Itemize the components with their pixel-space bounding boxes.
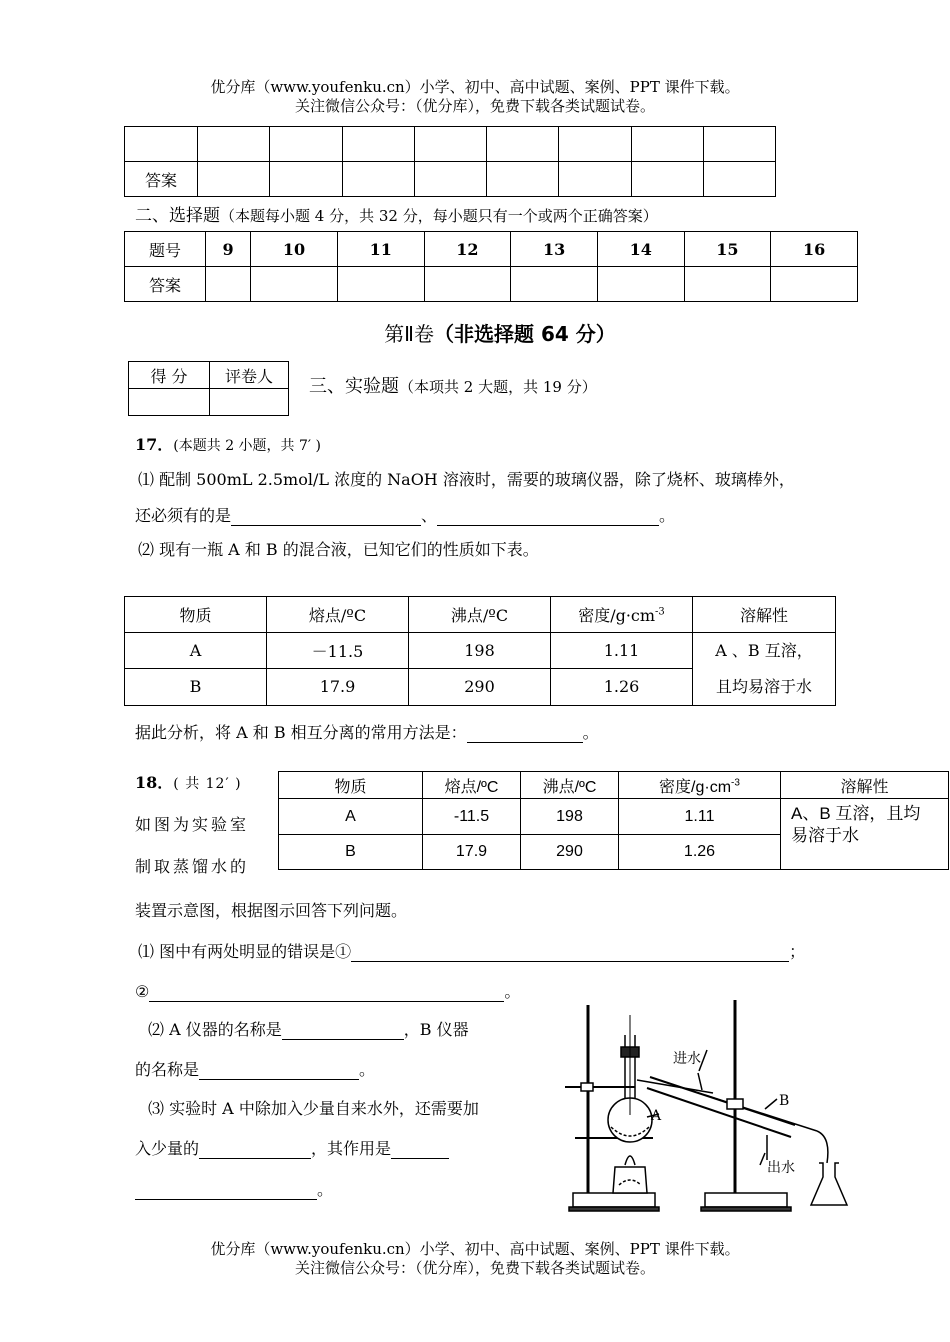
circled-2: ② (135, 982, 150, 1001)
question-number: 16 (771, 232, 858, 267)
solubility-cell (693, 633, 836, 706)
condenser-outer-bottom (647, 1088, 791, 1137)
answer-blank[interactable] (231, 507, 421, 526)
answer-cell[interactable] (414, 162, 486, 197)
right-stand-foot (701, 1207, 791, 1211)
section3-title: 三、实验题 (309, 376, 399, 397)
col-header: 溶解性 (781, 772, 949, 799)
answer-cell[interactable] (771, 267, 858, 302)
section3-heading (309, 372, 597, 398)
footer-line-2: 关注微信公众号：（优分库），免费下载各类试题试卷。 (294, 1259, 655, 1277)
answer-blank[interactable] (135, 1181, 317, 1200)
clamp-boss (581, 1083, 593, 1091)
q18-heading (135, 773, 242, 794)
semicolon: ； (789, 942, 806, 961)
solubility-line-1: A 、B 互溶， (715, 641, 813, 660)
q18-intro-2: 制取蒸馏水的 (135, 857, 250, 876)
answer-cell[interactable] (342, 162, 414, 197)
answer-blank[interactable] (391, 1140, 449, 1159)
q18-part3-line2 (135, 1139, 449, 1159)
q18-part2b-prefix: 的名称是 (135, 1060, 200, 1079)
volume2-title-post: （非选择题 64 分） (434, 322, 616, 346)
score-label: 得 分 (129, 362, 210, 389)
col-header-density (619, 772, 781, 799)
water-inlet (698, 1073, 702, 1090)
col-header: 沸点/ºC (409, 597, 551, 633)
q18-part3: ⑶ 实验时 A 中除加入少量自来水外，还需要加 (148, 1099, 479, 1118)
answer-grid-1 (124, 126, 776, 197)
question-number: 9 (206, 232, 251, 267)
section2-note: （本题每小题 4 分，共 32 分，每小题只有一个或两个正确答案） (220, 207, 658, 225)
grader-cell[interactable] (210, 389, 289, 416)
footer-line-1: 优分库（www.youfenku.cn）小学、初中、高中试题、案例、PPT 课件下载。 (210, 1240, 740, 1258)
volume2-title (0, 318, 950, 347)
cell: 290 (409, 668, 551, 705)
cell: A (279, 799, 423, 835)
section2-title: 二、选择题 (135, 206, 220, 226)
q18-property-table (278, 771, 949, 870)
answer-blank[interactable] (199, 1140, 311, 1159)
label-b-leader (765, 1099, 777, 1109)
answer-cell[interactable] (487, 162, 559, 197)
distillation-apparatus-diagram (555, 995, 865, 1217)
label-a: A (651, 1108, 662, 1124)
q18-intro-1: 如图为实验室 (135, 815, 250, 834)
question-number: 11 (337, 232, 424, 267)
outlet-arrow (760, 1153, 765, 1165)
answer-blank[interactable] (351, 943, 789, 962)
period: 。 (359, 1060, 376, 1079)
question-number: 15 (684, 232, 771, 267)
q17-part1-line2 (135, 506, 675, 526)
question-number: 14 (597, 232, 684, 267)
q18-part2-line2 (135, 1060, 375, 1080)
q18-part1-prefix: ⑴ 图中有两处明显的错误是① (138, 942, 352, 961)
col-header: 沸点/ºC (521, 772, 619, 799)
period: 。 (659, 506, 676, 525)
separator: 、 (421, 506, 438, 525)
condenser-clamp (727, 1099, 743, 1109)
answer-cell[interactable] (511, 267, 598, 302)
solubility-cell (781, 799, 949, 870)
q17-analysis (135, 723, 599, 743)
apparatus-drawing (565, 1000, 847, 1211)
cell: 1.26 (551, 668, 693, 705)
answer-cell[interactable] (198, 162, 270, 197)
grader-label: 评卷人 (210, 362, 289, 389)
q17-part1-prefix: 还必须有的是 (135, 506, 232, 525)
cell: A (125, 633, 267, 669)
q17-note: (本题共 2 小题，共 7′ ) (173, 438, 321, 454)
q18-note: ( 共 12′ ) (173, 776, 242, 792)
period: 。 (504, 982, 521, 1001)
cell: 1.26 (619, 835, 781, 870)
answer-grid-2 (124, 231, 858, 302)
cell: 1.11 (551, 633, 693, 669)
answer-blank[interactable] (467, 724, 583, 743)
solubility-line-1: A、B 互溶，且均 (791, 804, 921, 823)
water-in-label: 进水 (673, 1051, 701, 1067)
cell: 17.9 (267, 668, 409, 705)
right-stand-base (705, 1193, 787, 1207)
answer-cell[interactable] (206, 267, 251, 302)
col-header: 熔点/ºC (423, 772, 521, 799)
answer-cell[interactable] (270, 162, 342, 197)
col-header: 溶解性 (693, 597, 836, 633)
answer-cell[interactable] (251, 267, 338, 302)
density-label: 密度/g·cm (659, 778, 732, 796)
answer-blank[interactable] (199, 1061, 359, 1080)
label-b: B (779, 1093, 790, 1109)
q17-part1: ⑴ 配制 500mL 2.5mol/L 浓度的 NaOH 溶液时，需要的玻璃仪器，除了烧杯、玻璃棒外， (138, 470, 795, 489)
answer-cell[interactable] (684, 267, 771, 302)
answer-blank[interactable] (282, 1021, 404, 1040)
period: 。 (582, 723, 599, 742)
answer-label: 答案 (125, 267, 206, 302)
density-exponent: -3 (655, 606, 665, 618)
cell: B (279, 835, 423, 870)
cell: 290 (521, 835, 619, 870)
solubility-line-2: 且均易溶于水 (715, 677, 812, 696)
q18-part3b-prefix: 入少量的 (135, 1139, 200, 1158)
cell: 1.11 (619, 799, 781, 835)
flame (625, 1156, 635, 1165)
answer-cell[interactable] (597, 267, 684, 302)
col-header-density (551, 597, 693, 633)
answer-cell[interactable] (631, 162, 703, 197)
left-stand-base (573, 1193, 655, 1207)
q18-number: 18． (135, 773, 174, 792)
col-header: 物质 (279, 772, 423, 799)
cell: －11.5 (267, 633, 409, 669)
period: 。 (317, 1180, 334, 1199)
density-exponent: -3 (731, 777, 740, 789)
answer-cell[interactable] (424, 267, 511, 302)
col-header: 物质 (125, 597, 267, 633)
answer-blank[interactable] (149, 983, 504, 1002)
q18-part1-line2 (135, 982, 520, 1002)
q17-part2: ⑵ 现有一瓶 A 和 B 的混合液，已知它们的性质如下表。 (138, 540, 539, 559)
answer-label: 答案 (125, 162, 198, 197)
analysis-prefix: 据此分析，将 A 和 B 相互分离的常用方法是： (135, 723, 467, 742)
header-line-1: 优分库（www.youfenku.cn）小学、初中、高中试题、案例、PPT 课件下载。 (210, 78, 740, 96)
q18-intro-3: 装置示意图，根据图示回答下列问题。 (135, 901, 408, 920)
score-box (128, 361, 289, 416)
q18-part3b-mid: ，其作用是 (311, 1139, 392, 1158)
cell: -11.5 (423, 799, 521, 835)
water-out-label: 出水 (767, 1160, 795, 1176)
left-stand-foot (569, 1207, 659, 1211)
q17-property-table (124, 596, 836, 706)
answer-cell[interactable] (337, 267, 424, 302)
volume2-title-pre: 第Ⅱ卷 (384, 322, 435, 346)
cell: 17.9 (423, 835, 521, 870)
adapter (817, 1131, 828, 1163)
q18-part3-line3 (135, 1180, 333, 1200)
answer-blank[interactable] (437, 507, 659, 526)
answer-cell[interactable] (559, 162, 631, 197)
cell: B (125, 668, 267, 705)
q18-part2 (148, 1020, 469, 1040)
question-number-label: 题号 (125, 232, 206, 267)
q18-part2-mid: ，B 仪器 (403, 1020, 469, 1039)
receiving-flask (811, 1163, 847, 1205)
solubility-line-2: 易溶于水 (791, 826, 859, 845)
q18-part2-prefix: ⑵ A 仪器的名称是 (148, 1020, 282, 1039)
density-label: 密度/g·cm (578, 606, 656, 625)
question-number: 10 (251, 232, 338, 267)
cell: 198 (521, 799, 619, 835)
score-cell[interactable] (129, 389, 210, 416)
question-number: 13 (511, 232, 598, 267)
q18-part1 (138, 942, 805, 962)
answer-cell[interactable] (703, 162, 775, 197)
question-number: 12 (424, 232, 511, 267)
col-header: 熔点/ºC (267, 597, 409, 633)
header-line-2: 关注微信公众号：（优分库），免费下载各类试题试卷。 (294, 97, 655, 115)
q17-number: 17． (135, 435, 174, 454)
section3-note: （本项共 2 大题，共 19 分） (399, 378, 597, 396)
cell: 198 (409, 633, 551, 669)
section2-heading (135, 201, 658, 226)
q17-heading (135, 435, 321, 456)
